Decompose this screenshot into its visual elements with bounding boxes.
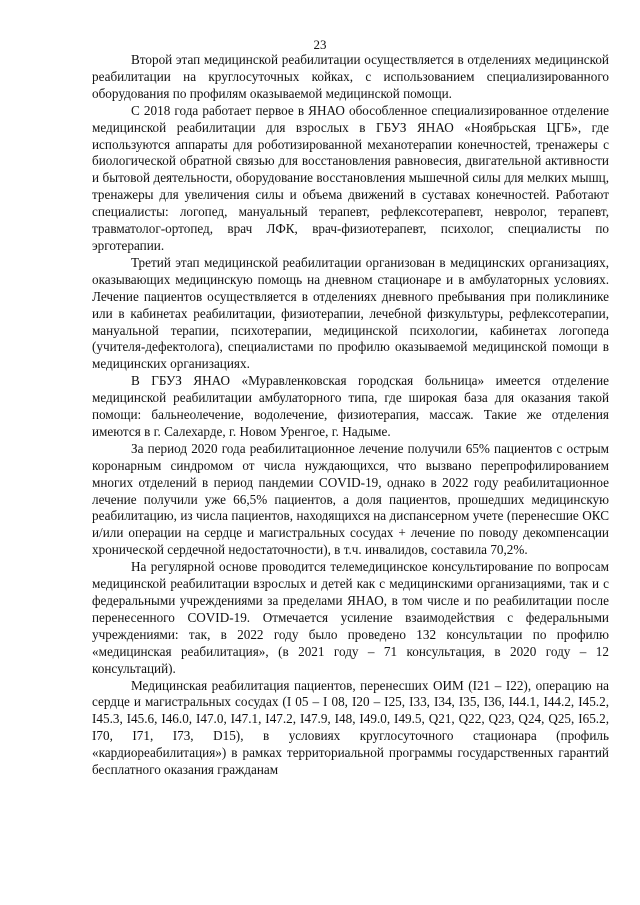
paragraph: Медицинская реабилитация пациентов, перенесших ОИМ (I21 – I22), операцию на сердце и магистральных сосудах (I 05 – I 08, I20 – I25, I33, I34, I35, I36, I44.1, I44.2, I45.2, I45.3, I45.6, I46.0, I47.0, I47.1, I47.2, I47.9, I48, I49.0, I49.5, Q21, Q22, Q23, Q24, Q25, I65.2, I70, I71, I73, D15), в условиях круглосуточного стационара (профиль «кардиореабилитация») в рамках территориальной программы государственных гарантий бесплатного оказания гражданам: [92, 677, 609, 778]
page-number: 23: [313, 37, 327, 52]
paragraph: Третий этап медицинской реабилитации организован в медицинских организациях, оказывающих медицинскую помощь на дневном стационаре и в амбулаторных условиях. Лечение пациентов осуществляется в отделениях дневного пребывания при поликлинике или в кабинетах реабилитации, физиотерапии, лечебной физкультуры, рефлексотерапии, мануальной терапии, психотерапии, медицинской психологии, кабинетах логопеда (учителя-дефектолога), специалистами по профилю оказываемой медицинской помощи в медицинских организациях.: [92, 254, 609, 372]
paragraph: С 2018 года работает первое в ЯНАО обособленное специализированное отделение медицинской реабилитации для взрослых в ГБУЗ ЯНАО «Ноябрьская ЦГБ», где используются аппараты для роботизированной механотерапии конечностей, тренажеры с биологической обратной связью для восстановления равновесия, двигательной активности и бытовой деятельности, оборудование восстановления мышечной силы для мелких мышц, тренажеры для увеличения силы и объема движений в суставах конечностей. Работают специалисты: логопед, мануальный терапевт, рефлексотерапевт, невролог, терапевт, травматолог-ортопед, врач ЛФК, врач-физиотерапевт, психолог, специалисты по эрготерапии.: [92, 102, 609, 253]
paragraph: На регулярной основе проводится телемедицинское консультирование по вопросам медицинской реабилитации взрослых и детей как с медицинскими организациями, так и с федеральными учреждениями за пределами ЯНАО, в том числе и по реабилитации после перенесенного COVID-19. Отмечается усиление взаимодействия с федеральными учреждениями: так, в 2022 году было проведено 132 консультации по профилю «медицинская реабилитация», (в 2021 году – 71 консультация, в 2020 году – 12 консультаций).: [92, 559, 609, 676]
paragraph: Второй этап медицинской реабилитации осуществляется в отделениях медицинской реабилитации на круглосуточных койках, с использованием специализированного оборудования по профилям оказываемой медицинской помощи.: [92, 52, 609, 101]
paragraph: В ГБУЗ ЯНАО «Муравленковская городская больница» имеется отделение медицинской реабилитации амбулаторного типа, где широкая база для оказания такой помощи: бальнеолечение, водолечение, физиотерапия, массаж. Такие же отделения имеются в г. Салехарде, г. Новом Уренгое, г. Надыме.: [92, 373, 609, 439]
body-text: [92, 52, 609, 779]
paragraph: За период 2020 года реабилитационное лечение получили 65% пациентов с острым коронарным синдромом от числа нуждающихся, что вызвано перепрофилированием многих отделений в период пандемии COVID-19, однако в 2022 году реабилитационное лечение получили уже 66,5% пациентов, а доля пациентов, прошедших медицинскую реабилитацию, из числа пациентов, находящихся на диспансерном учете (перенесшие ОКС и/или операции на сердце и магистральных сосудах + лечение по поводу декомпенсации хронической сердечной недостаточности), в т.ч. инвалидов, составила 70,2%.: [92, 440, 609, 558]
